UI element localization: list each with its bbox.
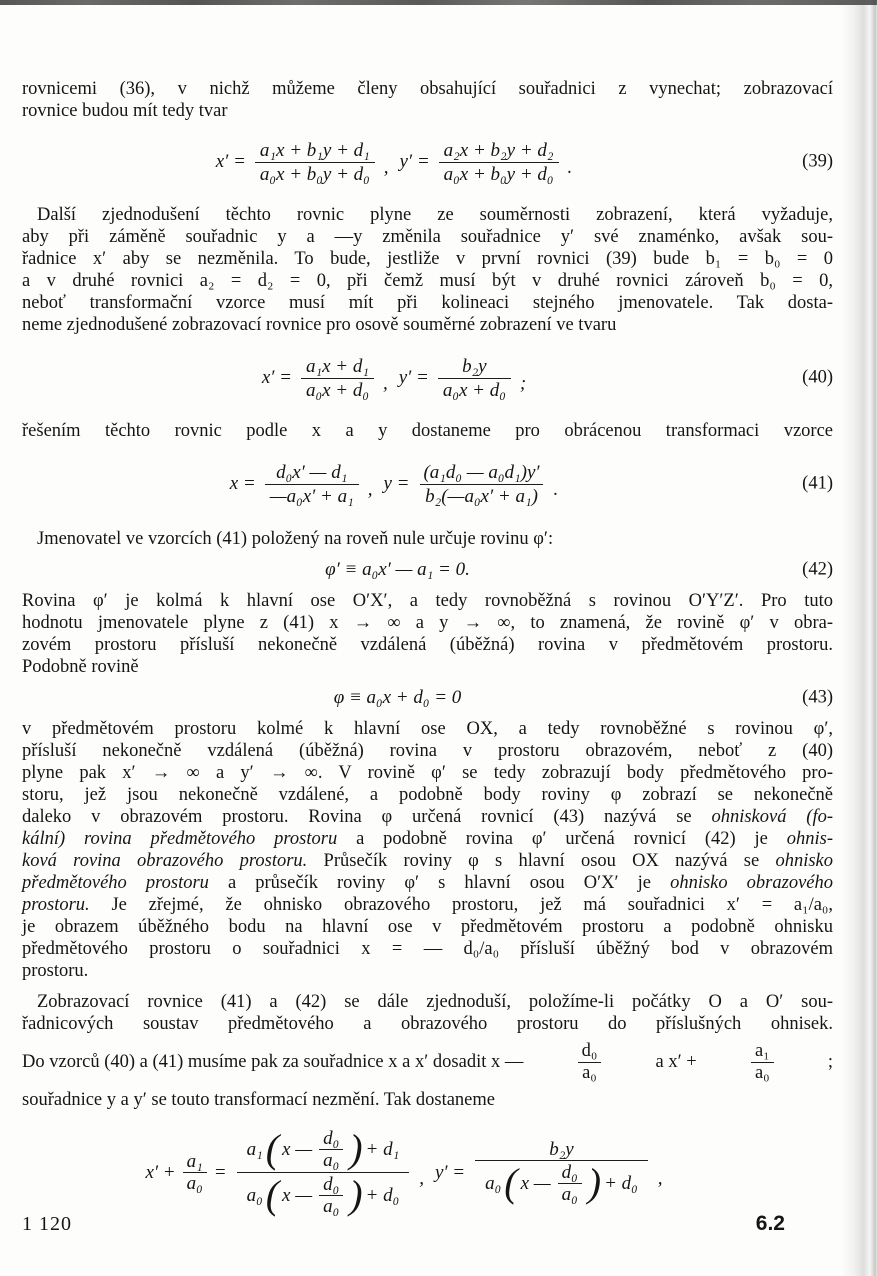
- fraction-numerator: d₀: [581, 1040, 598, 1061]
- fraction: [578, 1041, 602, 1084]
- text-line: a v druhé rovnici a₂ = d₂ = 0, při čemž musí být v druhé rovnici zároveň b₀ = 0,: [22, 271, 833, 291]
- text-line: řadnice x′ aby se nezměnila. To bude, jestliže v první rovnici (39) bude b₁ = b₀ = 0: [22, 249, 833, 269]
- math-term: b₂y: [549, 1139, 574, 1160]
- equation-body: φ ≡ a₀x + d₀ = 0: [333, 687, 462, 708]
- text-line: souřadnice y a y′ se touto transformací nezmění. Tak dostaneme: [22, 1090, 495, 1110]
- emphasized-term: ohnisko: [775, 851, 833, 871]
- math-term: x —: [282, 1139, 313, 1160]
- paragraph-intro: [22, 78, 833, 122]
- emphasized-term: předmětového prostoru: [22, 873, 209, 893]
- text-line: [22, 894, 833, 916]
- fraction-numerator: (a₁d₀ — a₀d₁)y′: [423, 461, 540, 483]
- math-term: a₀: [485, 1173, 502, 1194]
- text-line: [22, 872, 833, 894]
- fraction-denominator: b₂(—a₀x′ + a₁): [420, 484, 543, 508]
- fraction-numerator: a₁x + d₁: [305, 355, 369, 377]
- fraction-denominator: a₀x + b₀y + d₀: [439, 162, 559, 186]
- text-line: předmětového prostoru o souřadnici x = — d₀/a₀ přísluší úběžný bod v obrazovém: [22, 939, 833, 959]
- paragraph-focal-planes: [22, 718, 833, 982]
- fraction-denominator: a₀: [751, 1062, 774, 1084]
- fraction: [418, 461, 544, 508]
- separator: ,: [383, 157, 389, 178]
- fraction-numerator: a₁: [186, 1151, 203, 1172]
- fraction-denominator: a₀x + b₀y + d₀: [255, 162, 375, 186]
- equation-number: (40): [802, 367, 833, 388]
- text-line: Zobrazovací rovnice (41) a (42) se dále zjednoduší, položíme-li počátky O a O′ sou-: [37, 992, 833, 1012]
- text-line: [22, 828, 833, 850]
- fraction: [183, 1151, 207, 1194]
- fraction: [558, 1162, 582, 1205]
- fraction-numerator: d₀: [561, 1162, 578, 1183]
- text-line: Jmenovatel ve vzorcích (41) položený na roveň nule určuje rovinu φ′:: [37, 529, 554, 549]
- equation-41: [22, 453, 833, 515]
- fraction-numerator: a₁x + b₁y + d₁: [259, 139, 370, 161]
- fraction-numerator: a₂x + b₂y + d₂: [443, 139, 554, 161]
- equation-lhs: y′ =: [398, 367, 429, 388]
- text-line: řešením těchto rovnic podle x a y dostaneme pro obrácenou transformaci vzorce: [22, 421, 833, 441]
- separator: .: [553, 479, 559, 500]
- fraction-denominator: a₀: [319, 1149, 343, 1171]
- fraction-denominator: —a₀x′ + a₁: [265, 484, 359, 508]
- fraction-numerator: b₂y: [462, 355, 487, 377]
- page-footer: [22, 1212, 833, 1236]
- text-line: [22, 806, 833, 828]
- text-segment: a podobně rovina φ′ určená rovnicí (42) je: [337, 829, 787, 849]
- text-segment: Průsečík roviny φ s hlavní osou OX nazývá se: [307, 851, 776, 871]
- text-segment: a průsečík roviny φ′ s hlavní osou O′X′ je: [208, 873, 671, 893]
- equation-number: (42): [802, 559, 833, 580]
- text-line: zovém prostoru přísluší nekonečně vzdálená (úběžná) rovina v předmětovém prostoru.: [22, 635, 833, 655]
- equation-lhs: y′ =: [399, 151, 430, 172]
- text-line: hodnotu jmenovatele plyne z (41) x → ∞ a y → ∞, to znamená, že rovině φ′ v obra-: [22, 613, 833, 633]
- section-number: 6.2: [755, 1212, 785, 1235]
- fraction: [255, 139, 375, 186]
- fraction-denominator: a₀ ( x — $\frac{\text{d₀}}{\text{a₀}}$ ) + d₀: [475, 1160, 648, 1206]
- math-term: + d₀: [365, 1185, 400, 1206]
- emphasized-term: ohnisková (fo-: [711, 807, 833, 827]
- fraction-denominator: a₀: [319, 1195, 343, 1217]
- math-term: a₀: [246, 1185, 263, 1206]
- equation-lhs: x′ =: [261, 367, 292, 388]
- fraction: [439, 139, 559, 186]
- fraction-numerator: d₀x′ — d₁: [276, 461, 348, 483]
- text-line: plyne pak x′ → ∞ a y′ → ∞. V rovině φ′ se tedy zobrazují body předmětového pro-: [22, 763, 833, 783]
- equation-body: φ′ ≡ a₀x′ — a₁ = 0.: [325, 559, 470, 580]
- equation-lhs: y =: [383, 473, 410, 494]
- paragraph-simplification: [22, 991, 833, 1035]
- separator: ;: [519, 373, 527, 394]
- equation-42: [22, 557, 833, 583]
- text-line: řadnicových soustav předmětového a obrazového prostoru do příslušných ohnisek.: [22, 1014, 833, 1034]
- equals-sign: =: [213, 1161, 227, 1183]
- fraction: [265, 461, 359, 508]
- text-line: je obrazem úběžného bodu na hlavní ose v předmětovém prostoru a podobně ohnisku: [22, 917, 833, 937]
- equation-lhs: x′ +: [145, 1161, 176, 1183]
- separator: ,: [367, 479, 373, 500]
- fraction: [301, 355, 374, 402]
- fraction: [751, 1041, 774, 1084]
- math-term: a₁: [246, 1139, 263, 1160]
- fraction-numerator: a₁: [754, 1040, 770, 1061]
- emphasized-term: prostoru.: [22, 895, 90, 915]
- emphasized-term: ohnis-: [786, 829, 833, 849]
- text-segment: daleko v obrazovém prostoru. Rovina φ určená rovnicí (43) nazývá se: [22, 807, 712, 827]
- text-line: [22, 850, 833, 872]
- equation-lhs: y′ =: [434, 1161, 466, 1183]
- equation-lhs: x =: [229, 473, 256, 494]
- text-line: aby při záměně souřadnic y a —y změnila souřadnice y′ své znaménko, avšak sou-: [22, 227, 833, 247]
- fraction-denominator: a₀x + d₀: [301, 378, 374, 402]
- text-line: v předmětovém prostoru kolmé k hlavní ose OX, a tedy rovnoběžné s rovinou φ′,: [22, 719, 833, 739]
- text-segment: a x′ +: [655, 1051, 697, 1072]
- paragraph-symmetry: [22, 204, 833, 336]
- fraction-numerator: d₀: [323, 1128, 340, 1149]
- equation-number: (39): [802, 151, 833, 172]
- separator: ,: [419, 1167, 424, 1189]
- fraction: [438, 355, 511, 402]
- equation-39: [22, 131, 833, 193]
- math-term: + d₁: [365, 1139, 400, 1160]
- fraction-denominator: a₀: [558, 1183, 582, 1205]
- equation-number: (43): [802, 687, 833, 708]
- math-term: x —: [520, 1173, 551, 1194]
- fraction-denominator: a₀: [578, 1062, 601, 1084]
- text-line: rovnice budou mít tedy tvar: [22, 101, 228, 121]
- text-segment: ;: [827, 1051, 833, 1072]
- big-fraction: [475, 1139, 648, 1206]
- math-term: + d₀: [604, 1173, 638, 1194]
- fraction: [319, 1128, 343, 1171]
- fraction-numerator: d₀: [323, 1174, 340, 1195]
- separator: .: [567, 157, 573, 178]
- separator: ,: [382, 373, 388, 394]
- text-line: prostoru.: [22, 961, 89, 981]
- paragraph-plane-phi: [22, 590, 833, 678]
- text-line: neboť transformační vzorce musí mít při kolineaci stejného jmenovatele. Tak dosta-: [22, 293, 833, 313]
- emphasized-term: kální) rovina předmětového prostoru: [22, 829, 338, 849]
- math-term: x —: [282, 1185, 313, 1206]
- text-line: Podobně rovině: [22, 657, 139, 677]
- emphasized-term: ková rovina obrazového prostoru.: [22, 851, 308, 871]
- fraction-denominator: a₀ ( x — $\frac{\text{d₀}}{\text{a₀}}$ ) + d₀: [237, 1172, 410, 1218]
- fraction: [319, 1174, 343, 1217]
- text-line: přísluší nekonečně vzdálená (úběžná) rovina v prostoru obrazovém, neboť z (40): [22, 741, 833, 761]
- fraction-numerator: a₁ ( x — $\frac{\text{d₀}}{\text{a₀}}$ ) + d₁: [246, 1125, 400, 1171]
- equation-43: [22, 685, 833, 711]
- equation-40: [22, 348, 833, 408]
- text-segment: Je zřejmé, že ohnisko obrazového prostoru, jež má souřadnici x′ = a₁/a₀,: [89, 895, 833, 915]
- separator: ,: [657, 1167, 663, 1189]
- fraction-numerator: [539, 1139, 584, 1160]
- text-segment: Do vzorců (40) a (41) musíme pak za souřadnice x a x′ dosadit x —: [22, 1051, 524, 1072]
- text-line: rovnicemi (36), v nichž můžeme členy obsahující souřadnici z vynechat; zobrazovací: [22, 79, 833, 99]
- big-fraction: [237, 1127, 410, 1218]
- text-line: Rovina φ′ je kolmá k hlavní ose O′X′, a tedy rovnoběžná s rovinou O′Y′Z′. Pro tuto: [22, 591, 833, 611]
- text-line: Další zjednodušení těchto rovnic plyne ze souměrnosti zobrazení, která vyžaduje,: [37, 205, 833, 225]
- emphasized-term: ohnisko obrazového: [670, 873, 834, 893]
- equation-final: [22, 1127, 833, 1218]
- text-line: neme zjednodušené zobrazovací rovnice pro osově souměrné zobrazení ve tvaru: [22, 315, 617, 335]
- fraction-denominator: a₀: [183, 1172, 207, 1194]
- equation-lhs: x′ =: [215, 151, 246, 172]
- fraction-denominator: a₀x + d₀: [438, 378, 511, 402]
- text-line-with-fractions: [22, 1035, 833, 1089]
- text-line: storu, jež jsou nekonečně vzdálené, a podobně body roviny φ zobrazí se nekonečně: [22, 785, 833, 805]
- equation-number: (41): [802, 473, 833, 494]
- page-number: 1 120: [22, 1213, 72, 1235]
